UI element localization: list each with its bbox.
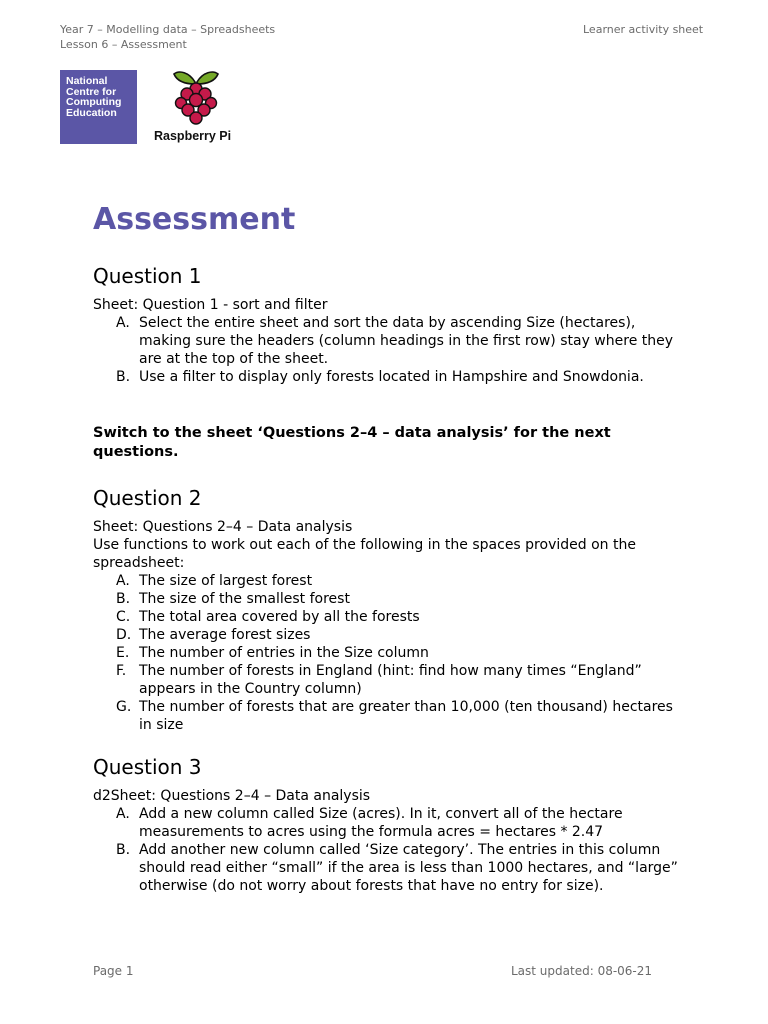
- question-1-heading: Question 1: [93, 264, 202, 288]
- question-3-list: [93, 805, 683, 895]
- ncce-logo: [60, 70, 137, 144]
- list-marker: G.: [116, 699, 132, 715]
- list-marker: E.: [116, 645, 130, 661]
- list-item-text: Use a filter to display only forests located in Hampshire and Snowdonia.: [139, 369, 644, 385]
- list-marker: A.: [116, 806, 130, 822]
- header-course: Year 7 – Modelling data – Spreadsheets: [60, 23, 276, 36]
- list-item: [93, 572, 683, 590]
- question-2-section: [93, 485, 683, 734]
- list-item-text: The total area covered by all the forests: [139, 609, 420, 625]
- ncce-logo-line: Computing: [66, 96, 122, 108]
- list-marker: B.: [116, 842, 131, 858]
- header-left: [60, 22, 275, 52]
- raspberry-icon: [150, 68, 242, 128]
- ncce-logo-line: Education: [66, 106, 117, 119]
- question-2-list: [93, 572, 683, 734]
- list-item: [93, 841, 683, 895]
- list-item: [93, 608, 683, 626]
- raspberry-pi-wordmark: Raspberry Pi: [154, 129, 232, 143]
- list-item-text: The number of entries in the Size column: [139, 645, 429, 661]
- question-2-heading: Question 2: [93, 486, 202, 510]
- list-marker: A.: [116, 573, 130, 589]
- list-item: [93, 590, 683, 608]
- header-lesson: Lesson 6 – Assessment: [60, 38, 187, 51]
- list-marker: B.: [116, 591, 131, 607]
- list-item-text: The size of the smallest forest: [139, 591, 350, 607]
- list-marker: F.: [116, 663, 127, 679]
- question-2-intro: Use functions to work out each of the following in the spaces provided on the spreadsheet:: [93, 537, 636, 571]
- list-item-text: Add a new column called Size (acres). In it, convert all of the hectare measurements to acres using the formula acres = hectares * 2.47: [139, 806, 623, 840]
- ncce-logo-line: National: [66, 75, 108, 87]
- page-title: Assessment: [93, 202, 296, 237]
- list-item: [93, 368, 683, 386]
- list-item: [93, 805, 683, 841]
- switch-sheet-note: Switch to the sheet ‘Questions 2–4 – data analysis’ for the next questions.: [93, 425, 611, 460]
- list-item-text: The number of forests that are greater than 10,000 (ten thousand) hectares in size: [139, 699, 673, 733]
- list-item: [93, 644, 683, 662]
- question-3-sheet: d2Sheet: Questions 2–4 – Data analysis: [93, 788, 371, 804]
- question-3-heading: Question 3: [93, 755, 202, 779]
- list-item-text: Add another new column called ‘Size category’. The entries in this column should read either “small” if the area is less than 1000 hectares, and “large” otherwise (do not worry about forests that have no entry for size).: [139, 842, 678, 894]
- list-marker: C.: [116, 609, 131, 625]
- question-1-list: [93, 314, 683, 386]
- question-2-sheet: Sheet: Questions 2–4 – Data analysis: [93, 519, 353, 535]
- question-1-section: [93, 263, 683, 386]
- list-marker: A.: [116, 315, 130, 331]
- question-1-sheet: Sheet: Question 1 - sort and filter: [93, 297, 328, 313]
- list-item: [93, 626, 683, 644]
- list-item-text: The size of largest forest: [139, 573, 313, 589]
- list-item: [93, 314, 683, 368]
- last-updated: Last updated: 08-06-21: [511, 964, 653, 978]
- list-marker: D.: [116, 627, 132, 643]
- list-item: [93, 698, 683, 734]
- list-item-text: Select the entire sheet and sort the data by ascending Size (hectares), making sure the headers (column headings in the first row) stay where they are at the top of the sheet.: [139, 315, 674, 367]
- header-right: Learner activity sheet: [583, 23, 704, 36]
- page-number: Page 1: [93, 964, 134, 978]
- list-item: [93, 662, 683, 698]
- question-3-section: [93, 754, 683, 895]
- raspberry-pi-logo: [150, 68, 242, 148]
- list-marker: B.: [116, 369, 131, 385]
- list-item-text: The average forest sizes: [139, 627, 311, 643]
- ncce-logo-line: Centre for: [66, 85, 117, 98]
- list-item-text: The number of forests in England (hint: find how many times “England” appears in the Country column): [139, 663, 642, 697]
